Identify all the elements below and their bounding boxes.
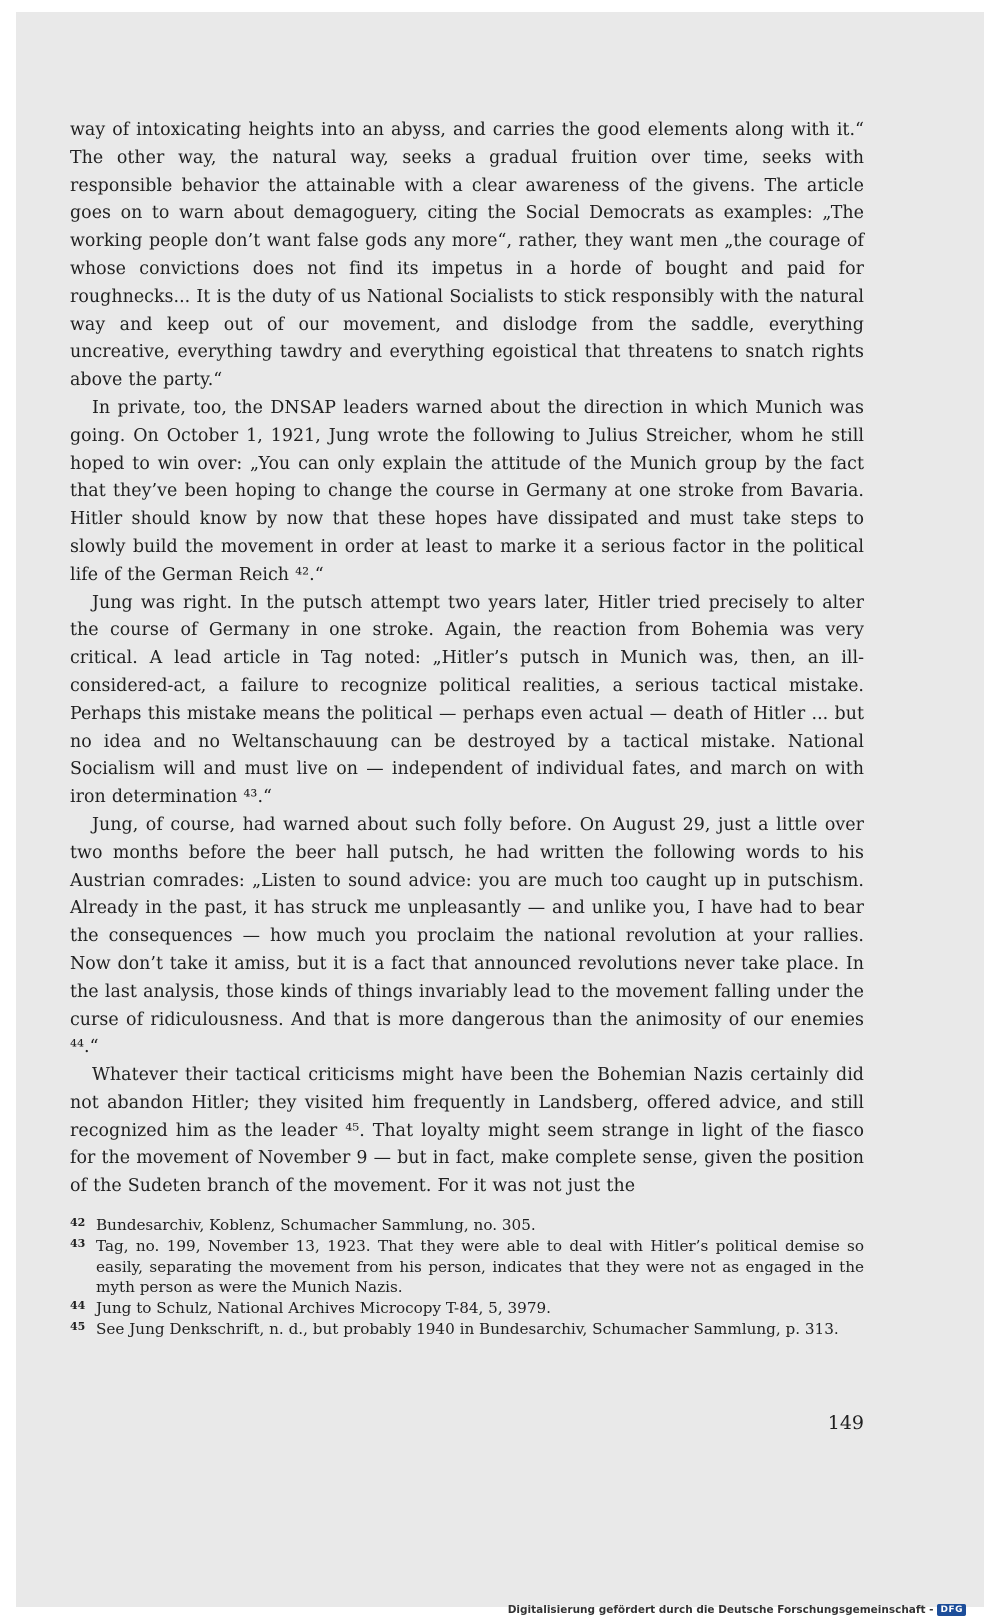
footnote-45 (70, 1319, 864, 1340)
footnotes (70, 1215, 864, 1340)
footnote-number: 44 (70, 1299, 86, 1313)
main-text (70, 117, 864, 1201)
footnote-42 (70, 1215, 864, 1236)
footnote-text: See Jung Denkschrift, n. d., but probably 1940 in Bundesarchiv, Schumacher Sammlung, p. 313. (96, 1319, 839, 1338)
footnote-44 (70, 1298, 864, 1319)
body-text (70, 117, 864, 1201)
digitization-credit-text: Digitalisierung gefördert durch die Deutsche Forschungsgemeinschaft - (507, 1604, 934, 1616)
page-number: 149 (827, 1412, 864, 1434)
footnote-number: 43 (70, 1236, 86, 1250)
paragraph-4: Jung, of course, had warned about such folly before. On August 29, just a little over two months before the beer hall putsch, he had written the following words to his Austrian comrades: „Listen to sound advice: you are much too caught up in putschism. Already in the past, it has struck me unpleasantly — and unlike you, I have had to bear the consequences — how much you proclaim the national revolution at your rallies. Now don’t take it amiss, but it is a fact that announced revolutions never take place. In the last analysis, those kinds of things invariably lead to the movement falling under the curse of ridiculousness. And that is more dangerous than the animosity of our enemies ⁴⁴.“ (70, 814, 864, 1058)
footnote-number: 42 (70, 1216, 86, 1229)
digitization-credit (508, 1604, 966, 1616)
dfg-logo-icon: DFG (937, 1604, 966, 1616)
footnote-text: Bundesarchiv, Koblenz, Schumacher Sammlung, no. 305. (96, 1216, 536, 1234)
paragraph-5: Whatever their tactical criticisms might have been the Bohemian Nazis certainly did not abandon Hitler; they visited him frequently in Landsberg, offered advice, and still recognized him as the leader ⁴⁵. That loyalty might seem strange in light of the fiasco for the movement of November 9 — but in fact, make complete sense, given the position of the Sudeten branch of the movement. For it was not just the (70, 1065, 864, 1197)
footnote-number: 45 (70, 1319, 86, 1333)
paragraph-3: Jung was right. In the putsch attempt two years later, Hitler tried precisely to alter the course of Germany in one stroke. Again, the reaction from Bohemia was very critical. A lead article in Tag noted: „Hitler’s putsch in Munich was, then, an ill-considered-act, a failure to recognize political realities, a serious tactical mistake. Perhaps this mistake means the political — perhaps even actual — death of Hitler ... but no idea and no Weltanschauung can be destroyed by a tactical mistake. National Socialism will and must live on — independent of individual fates, and march on with iron determination ⁴³.“ (70, 592, 864, 808)
footnote-text: Tag, no. 199, November 13, 1923. That they were able to deal with Hitler’s political demise so easily, separating the movement from his person, indicates that they were not as engaged in the myth person as were the Munich Nazis. (96, 1236, 864, 1297)
paragraph-2: In private, too, the DNSAP leaders warned about the direction in which Munich was going. On October 1, 1921, Jung wrote the following to Julius Streicher, whom he still hoped to win over: „You can only explain the attitude of the Munich group by the fact that they’ve been hoping to change the course in Germany at one stroke from Bavaria. Hitler should know by now that these hopes have dissipated and must take steps to slowly build the movement in order at least to marke it a serious factor in the political life of the German Reich ⁴².“ (70, 397, 864, 585)
paragraph-1: way of intoxicating heights into an abyss, and carries the good elements along with it.“ The other way, the natural way, seeks a gradual fruition over time, seeks with responsible behavior the attainable with a clear awareness of the givens. The article goes on to warn about demagoguery, citing the Social Democrats as examples: „The working people don’t want false gods any more“, rather, they want men „the courage of whose convictions does not find its impetus in a horde of bought and paid for roughnecks... It is the duty of us National Socialists to stick responsibly with the natural way and keep out of our movement, and dislodge from the saddle, everything uncreative, everything tawdry and everything egoistical that threatens to snatch rights above the party.“ (70, 120, 864, 391)
footnote-text: Jung to Schulz, National Archives Microcopy T-84, 5, 3979. (96, 1299, 551, 1318)
footnote-43 (70, 1236, 864, 1298)
